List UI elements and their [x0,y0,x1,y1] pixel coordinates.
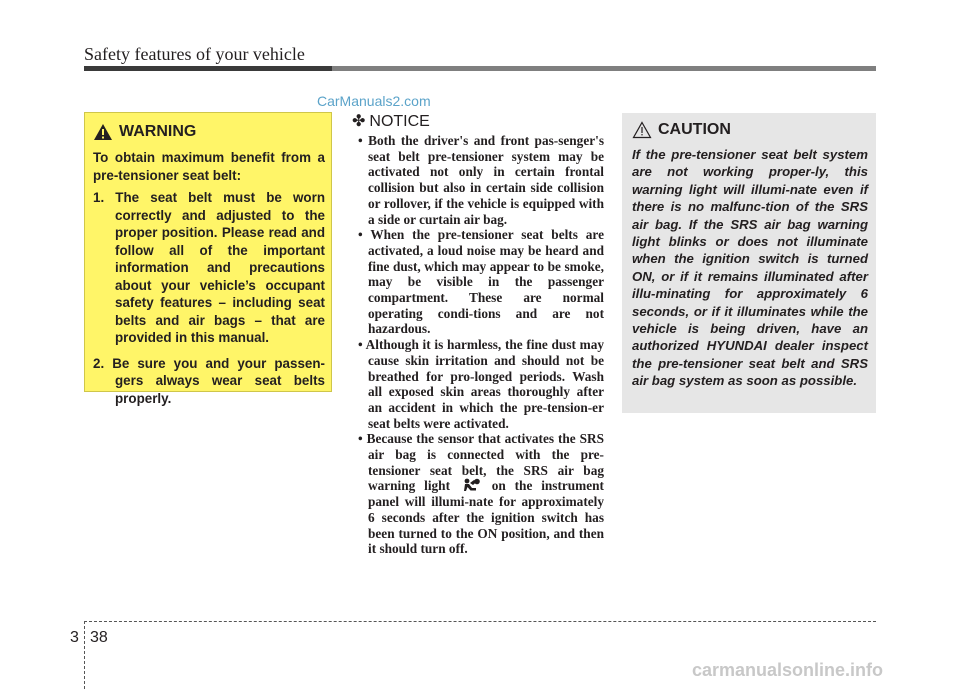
notice-item: • Although it is harmless, the fine dust may cause skin irritation and should not be breathed for pro-longed periods. Wash all exposed skin areas thoroughly after an accident in which the pre-tension-er seat belts were activated. [352,337,604,431]
warning-box [84,112,332,406]
page-header-title: Safety features of your vehicle [84,44,305,64]
warning-list [93,189,325,415]
caution-heading [632,121,731,139]
srs-airbag-warning-icon [461,478,481,492]
caution-text: If the pre-tensioner seat belt system are not working proper-ly, this warning light will illumi-nate even if there is no malfunc-tion of the SRS air bag. If the SRS air bag warning light blinks or does not illuminate when the ignition switch is turned ON, or if it remains illuminated after illu-minating for approximately 6 seconds, or if it illuminates while the vehicle is being driven, have an authorized HYUNDAI dealer inspect the pre-tensioner seat belt and SRS air bag system as soon as possible. [632,147,868,389]
caution-box [622,113,876,413]
notice-item [352,431,604,557]
chapter-number: 3 [70,629,79,646]
warning-heading [93,123,196,141]
footer-rule [84,621,876,622]
notice-item-text: on the instrument panel will illumi-nate for approximately 6 seconds after the ignition switch has been turned to the ON position, and then it should turn off. [368,478,604,557]
notice-list [352,133,604,557]
warning-item: 2. Be sure you and your passen-gers always wear seat belts properly. [93,355,325,406]
header-rule-accent [84,66,332,71]
warning-heading-label: WARNING [119,123,197,140]
notice-item-text: Because the sensor that activates the SRS air bag is connected with the pre-tensioner seat belt, the SRS air bag warning light [366,431,604,494]
watermark-bottom: carmanualsonline.info [692,660,884,680]
star-cross-icon: ✤ [352,113,366,130]
page-number: 38 [90,629,108,646]
notice-item: • When the pre-tensioner seat belts are activated, a loud noise may be heard and fine dust, which may appear to be smoke, may be visible in the passenger compartment. These are normal operating condi-tions and are not hazardous. [352,227,604,337]
caution-heading-label: CAUTION [658,121,731,138]
footer-vertical-rule [84,621,85,689]
warning-triangle-icon [93,123,113,141]
notice-item: • Both the driver's and front pas-senger's seat belt pre-tensioner system may be activated not only in certain frontal collision but also in certain side collision or rollover, if the vehicle is equipped with a side or curtain air bag. [352,133,604,227]
notice-heading [352,111,430,131]
warning-intro: To obtain maximum benefit from a pre-tensioner seat belt: [93,150,325,183]
warning-item: 1. The seat belt must be worn correctly and adjusted to the proper position. Please read and follow all of the important information and precautions about your vehicle’s occupant safety features – including seat belts and air bags – that are provided in this manual. [93,190,325,345]
watermark-top: CarManuals2.com [317,93,431,109]
caution-triangle-icon [632,121,652,139]
notice-heading-label: NOTICE [369,113,430,130]
